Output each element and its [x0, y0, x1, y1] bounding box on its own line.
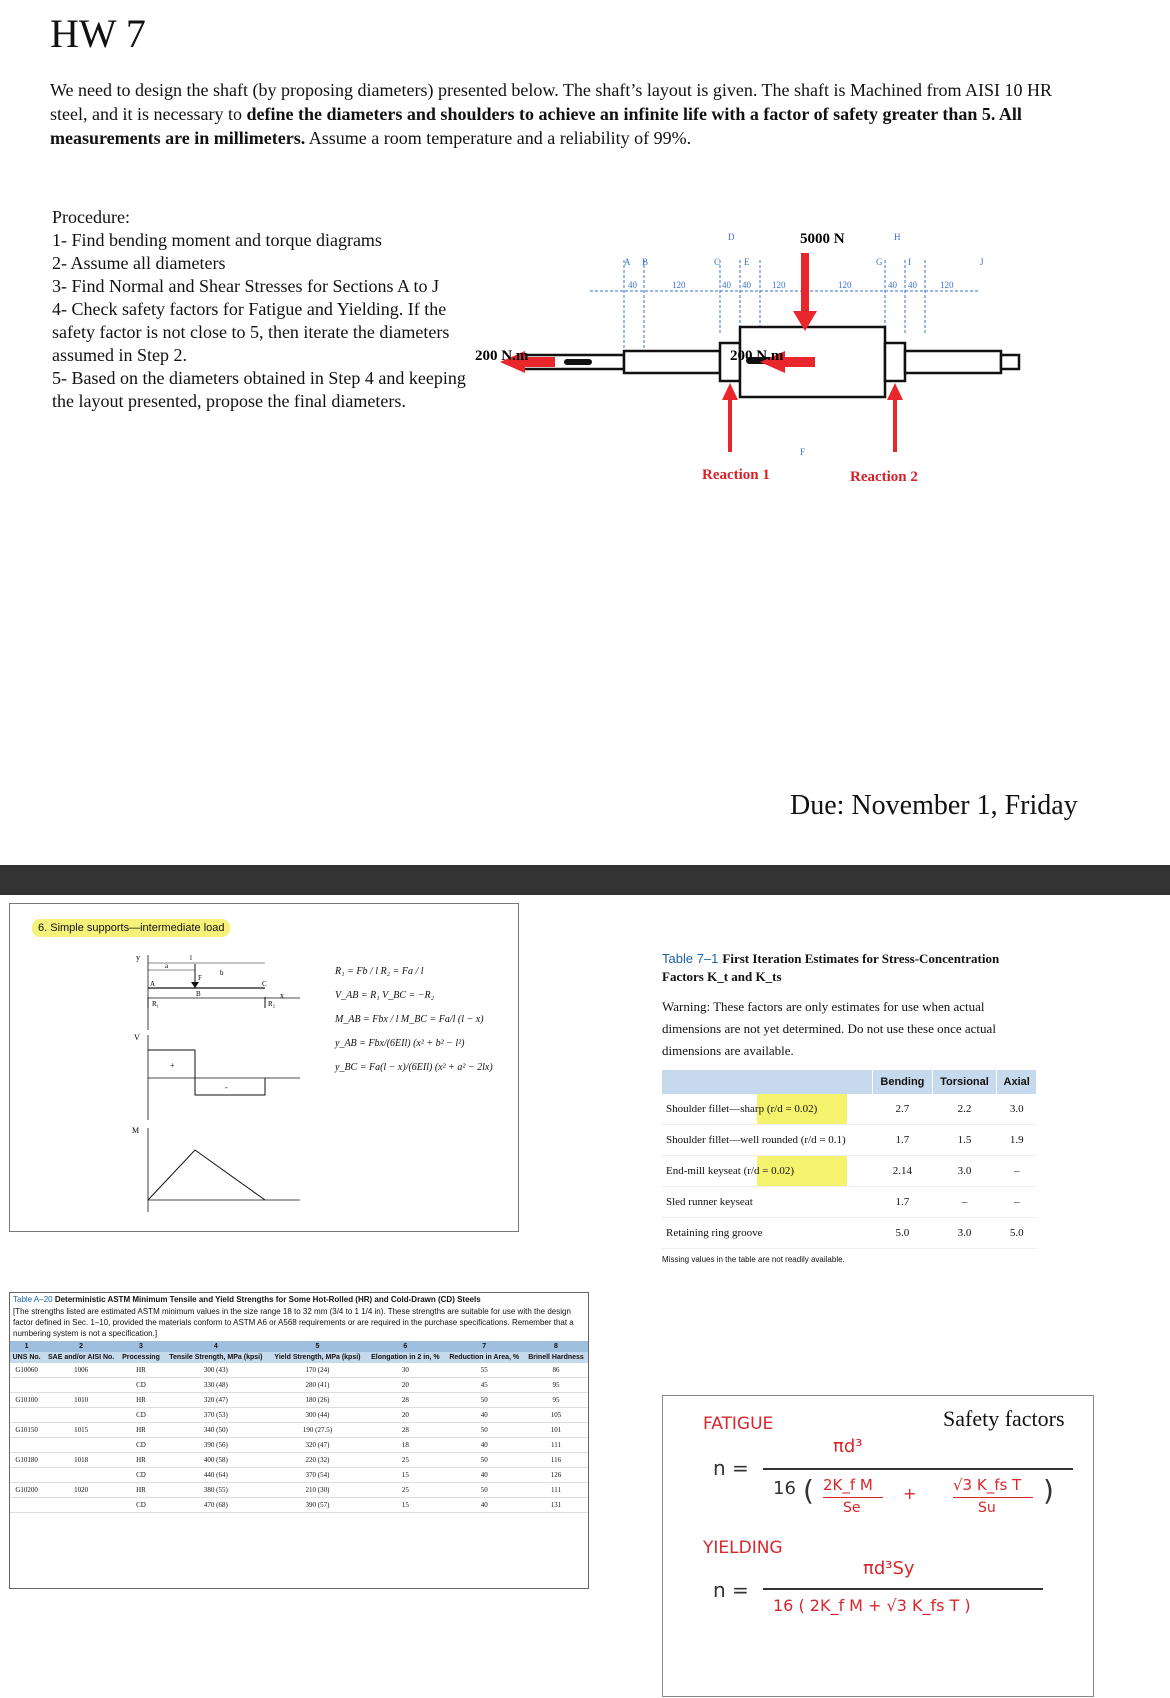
col-num: 3: [119, 1341, 163, 1352]
fatigue-term2: √3 K_fs T: [953, 1476, 1022, 1494]
col-num: 1: [10, 1341, 43, 1352]
table-cell: 1010: [43, 1393, 119, 1408]
table-cell: 18: [366, 1438, 444, 1453]
table-cell: 300 (43): [163, 1363, 269, 1378]
table-header: Elongation in 2 in, %: [366, 1352, 444, 1363]
table-cell: CD: [119, 1378, 163, 1393]
table-header: Tensile Strength, MPa (kpsi): [163, 1352, 269, 1363]
table-header: Brinell Hardness: [524, 1352, 588, 1363]
table-cell: G10100: [10, 1393, 43, 1408]
table-cell: 55: [444, 1363, 524, 1378]
table-cell: 15: [366, 1468, 444, 1483]
table-row: [662, 1094, 1037, 1125]
table-cell: 1006: [43, 1363, 119, 1378]
safety-title: Safety factors: [943, 1406, 1065, 1431]
paren-open: (: [803, 1474, 814, 1507]
table-cell: 1015: [43, 1423, 119, 1438]
formula: V_AB = R₁ V_BC = −R₂: [335, 990, 435, 1001]
table-cell: 126: [524, 1468, 588, 1483]
table-cell: [43, 1468, 119, 1483]
table-cell: –: [997, 1187, 1037, 1218]
table-cell: 3.0: [932, 1156, 997, 1187]
table-a-20-desc: [The strengths listed are estimated ASTM minimum values in the size range 18 to 32 mm (3/4 to 1 1/4 in). These strengths are suitable for use with the design factor defined in Sec. 1–10, provided the materials conform to ASTM A6 or A568 requirements or are required in the purchase specifications. Remember that a numbering system is not a specification.]: [13, 1307, 574, 1338]
table-cell: 25: [366, 1453, 444, 1468]
table-cell: 111: [524, 1438, 588, 1453]
fatigue-label: FATIGUE: [703, 1414, 774, 1434]
table-cell: 370 (54): [269, 1468, 367, 1483]
section-label: J: [980, 257, 984, 267]
table-cell: 320 (47): [163, 1393, 269, 1408]
table-cell: 30: [366, 1363, 444, 1378]
table-cell: G10150: [10, 1423, 43, 1438]
table-cell: 1.9: [997, 1125, 1037, 1156]
table-cell: 400 (58): [163, 1453, 269, 1468]
table-cell: 50: [444, 1483, 524, 1498]
table-header: [662, 1070, 873, 1094]
beam-label: V: [134, 1033, 140, 1042]
reaction2-head: [887, 383, 903, 400]
formula: y_AB = Fbx/(6EIl) (x² + b² − l²): [335, 1038, 465, 1049]
beam-label: -: [225, 1083, 228, 1092]
table-header: Reduction in Area, %: [444, 1352, 524, 1363]
table-row: [662, 1156, 1037, 1187]
table-cell: 180 (26): [269, 1393, 367, 1408]
beam-label: b: [220, 969, 224, 977]
table-cell: G10060: [10, 1363, 43, 1378]
table-cell: 1.7: [873, 1187, 932, 1218]
table-cell: 40: [444, 1468, 524, 1483]
table-cell: CD: [119, 1498, 163, 1513]
table-7-1-label: Table 7–1: [662, 951, 719, 966]
reaction1-label: Reaction 1: [702, 467, 770, 483]
table-cell: 3.0: [997, 1094, 1037, 1125]
intro-paragraph: [50, 78, 1060, 150]
section-label: C: [714, 257, 721, 267]
table-cell: 380 (55): [163, 1483, 269, 1498]
load-label: 5000 N: [800, 231, 845, 247]
divider-bar: [0, 865, 1170, 895]
beam-label: y: [136, 953, 140, 962]
intro-text-3: Assume a room temperature and a reliability of 99%.: [305, 128, 692, 148]
table-cell: 101: [524, 1423, 588, 1438]
term1-bar: [823, 1497, 883, 1498]
table-header: Yield Strength, MPa (kpsi): [269, 1352, 367, 1363]
beam-label: A: [150, 980, 156, 988]
beam-label: M: [132, 1126, 140, 1135]
due-date: Due: November 1, Friday: [790, 790, 1078, 821]
dim-label: 40: [908, 280, 917, 290]
table-row: [10, 1363, 588, 1378]
table-cell: HR: [119, 1453, 163, 1468]
procedure-step: 3- Find Normal and Shear Stresses for Sections A to J: [52, 276, 439, 296]
load-arrow: [801, 253, 809, 313]
fatigue-term1-den: Se: [843, 1500, 861, 1516]
beam-diagrams: [120, 950, 310, 1220]
beam-label: B: [196, 990, 201, 998]
col-num: 7: [444, 1341, 524, 1352]
reaction2-label: Reaction 2: [850, 469, 918, 485]
table-cell: 280 (41): [269, 1378, 367, 1393]
table-cell: CD: [119, 1438, 163, 1453]
keyseat-left: [564, 359, 592, 365]
procedure: [52, 206, 492, 413]
table-7-1: [662, 950, 1037, 1264]
table-cell: 390 (56): [163, 1438, 269, 1453]
table-a-20-caption: Deterministic ASTM Minimum Tensile and Yield Strengths for Some Hot-Rolled (HR) and Cold-Drawn (CD) Steels: [54, 1295, 481, 1304]
table-cell: 86: [524, 1363, 588, 1378]
paren-close: ): [1043, 1474, 1054, 1507]
col-num: 6: [366, 1341, 444, 1352]
table-cell: [10, 1378, 43, 1393]
table-cell: 300 (44): [269, 1408, 367, 1423]
table-cell: 50: [444, 1423, 524, 1438]
table-7-1-warning: Warning: These factors are only estimates for use when actual dimensions are not yet determined. Do not use these once actual dimensions are available.: [662, 999, 996, 1058]
table-cell: 2.7: [873, 1094, 932, 1125]
table-cell: [10, 1408, 43, 1423]
col-num: 8: [524, 1341, 588, 1352]
table-cell: 470 (68): [163, 1498, 269, 1513]
table-cell: 20: [366, 1378, 444, 1393]
table-cell: HR: [119, 1363, 163, 1378]
table-cell: CD: [119, 1468, 163, 1483]
table-cell: [10, 1468, 43, 1483]
table-header: Bending: [873, 1070, 932, 1094]
table-cell: [43, 1408, 119, 1423]
table-cell: 40: [444, 1498, 524, 1513]
procedure-heading: Procedure:: [52, 207, 130, 227]
fatigue-denominator-16: 16: [773, 1478, 796, 1499]
page-title: HW 7: [50, 11, 146, 56]
table-cell: –: [932, 1187, 997, 1218]
table-header: SAE and/or AISI No.: [43, 1352, 119, 1363]
intro-text-1: We need to design the shaft (by proposing diameters) presented below. The shaft’s layout is given. The shaft is Machined from AISI 10 HR steel, and it is necessary to: [50, 80, 1053, 124]
table-cell: Shoulder fillet—sharp (r/d = 0.02): [662, 1094, 873, 1125]
table-row: [10, 1408, 588, 1423]
torque-left-label: 200 N.m: [475, 348, 529, 364]
table-cell: 1.7: [873, 1125, 932, 1156]
dim-label: 120: [772, 280, 786, 290]
table-cell: 330 (48): [163, 1378, 269, 1393]
table-7-1-note: Missing values in the table are not readily available.: [662, 1255, 845, 1264]
procedure-step: 1- Find bending moment and torque diagrams: [52, 230, 382, 250]
table-7-1-caption: First Iteration Estimates for Stress-Concentration Factors K_t and K_ts: [662, 951, 1000, 984]
table-header: UNS No.: [10, 1352, 43, 1363]
table-cell: 20: [366, 1408, 444, 1423]
fatigue-plus: +: [903, 1484, 917, 1503]
table-a-20-label: Table A–20: [13, 1295, 53, 1304]
col-num: 2: [43, 1341, 119, 1352]
table-cell: 1020: [43, 1483, 119, 1498]
table-row: [10, 1483, 588, 1498]
table-a-20-grid: [10, 1341, 588, 1513]
beam-label: F: [198, 974, 202, 982]
table-cell: 340 (50): [163, 1423, 269, 1438]
intro-text-bold: define the diameters and shoulders to achieve an infinite life with a factor of safety greater than 5. All measurements are in millimeters.: [50, 104, 1022, 148]
table-cell: 2.2: [932, 1094, 997, 1125]
table-row: [10, 1453, 588, 1468]
table-cell: [10, 1438, 43, 1453]
reaction1-arrow: [728, 397, 732, 452]
fatigue-numerator: πd³: [833, 1436, 863, 1457]
reaction2-arrow: [893, 397, 897, 452]
dim-label: 120: [838, 280, 852, 290]
table-cell: 220 (32): [269, 1453, 367, 1468]
term2-bar: [953, 1497, 1033, 1498]
section-label: G: [876, 257, 883, 267]
table-cell: 370 (53): [163, 1408, 269, 1423]
dim-label: 40: [628, 280, 637, 290]
table-cell: 390 (57): [269, 1498, 367, 1513]
table-cell: 131: [524, 1498, 588, 1513]
formula: R₁ = Fb / l R₂ = Fa / l: [335, 966, 424, 977]
shaft-diagram: [475, 225, 1040, 495]
table-cell: 95: [524, 1393, 588, 1408]
table-row: [662, 1218, 1037, 1249]
table-cell: CD: [119, 1408, 163, 1423]
procedure-step: 2- Assume all diameters: [52, 253, 226, 273]
table-cell: HR: [119, 1483, 163, 1498]
table-row: [662, 1125, 1037, 1156]
table-cell: HR: [119, 1393, 163, 1408]
n-label-yield: n =: [713, 1578, 749, 1602]
table-row: [10, 1378, 588, 1393]
table-cell: 50: [444, 1393, 524, 1408]
table-cell: 50: [444, 1453, 524, 1468]
table-cell: HR: [119, 1423, 163, 1438]
table-cell: Shoulder fillet—well rounded (r/d = 0.1): [662, 1125, 873, 1156]
section-label: I: [908, 257, 911, 267]
table-cell: 95: [524, 1378, 588, 1393]
fatigue-term1: 2K_f M: [823, 1476, 873, 1494]
dim-label: 40: [888, 280, 897, 290]
table-cell: 1.5: [932, 1125, 997, 1156]
table-cell: [10, 1498, 43, 1513]
table-cell: 5.0: [873, 1218, 932, 1249]
reaction1-head: [722, 383, 738, 400]
procedure-step: 5- Based on the diameters obtained in Step 4 and keeping the layout presented, propose the final diameters.: [52, 368, 466, 411]
beam-formulas: [335, 960, 493, 1080]
table-cell: 210 (30): [269, 1483, 367, 1498]
table-a-20: [9, 1292, 589, 1589]
section-label: B: [642, 257, 649, 267]
table-cell: 25: [366, 1483, 444, 1498]
yield-denominator: 16 ( 2K_f M + √3 K_fs T ): [773, 1596, 971, 1615]
table-cell: G10200: [10, 1483, 43, 1498]
table-cell: 40: [444, 1438, 524, 1453]
table-header: Axial: [997, 1070, 1037, 1094]
table-cell: End-mill keyseat (r/d = 0.02): [662, 1156, 873, 1187]
table-row: [10, 1423, 588, 1438]
table-header: Processing: [119, 1352, 163, 1363]
yielding-label: YIELDING: [703, 1538, 783, 1558]
beam-label: R₂: [268, 1000, 276, 1008]
table-cell: [43, 1438, 119, 1453]
table-cell: 15: [366, 1498, 444, 1513]
table-row: [662, 1187, 1037, 1218]
table-cell: [43, 1498, 119, 1513]
dim-label: 40: [742, 280, 751, 290]
table-cell: 116: [524, 1453, 588, 1468]
beam-label: a: [165, 962, 169, 970]
beam-label: x: [280, 991, 284, 1000]
yield-numerator: πd³Sy: [863, 1558, 915, 1579]
section-label: A: [624, 257, 631, 267]
table-cell: 2.14: [873, 1156, 932, 1187]
table-row: [10, 1438, 588, 1453]
table-cell: 1018: [43, 1453, 119, 1468]
table-cell: 45: [444, 1378, 524, 1393]
dim-label: 120: [940, 280, 954, 290]
beam-label: R₁: [152, 1000, 160, 1008]
formula: M_AB = Fbx / l M_BC = Fa/l (l − x): [335, 1014, 484, 1025]
table-cell: 111: [524, 1483, 588, 1498]
table-header: Torsional: [932, 1070, 997, 1094]
col-num: 5: [269, 1341, 367, 1352]
fatigue-term2-den: Su: [978, 1500, 996, 1516]
table-row: [10, 1468, 588, 1483]
table-cell: 40: [444, 1408, 524, 1423]
table-row: [10, 1393, 588, 1408]
section-label: D: [728, 232, 735, 242]
yield-fraction-bar: [763, 1588, 1043, 1590]
beam-label: l: [190, 954, 192, 962]
section-label: F: [800, 447, 806, 457]
table-cell: 190 (27.5): [269, 1423, 367, 1438]
table-cell: [43, 1378, 119, 1393]
beam-label: +: [170, 1061, 175, 1070]
table-cell: –: [997, 1156, 1037, 1187]
col-num: 4: [163, 1341, 269, 1352]
table-cell: G10180: [10, 1453, 43, 1468]
dim-label: 120: [672, 280, 686, 290]
table-7-1-grid: [662, 1070, 1037, 1249]
table-cell: 28: [366, 1393, 444, 1408]
table-cell: 28: [366, 1423, 444, 1438]
table-row: [10, 1498, 588, 1513]
dim-label: 40: [722, 280, 731, 290]
procedure-step: 4- Check safety factors for Fatigue and Yielding. If the safety factor is not close to 5, then iterate the diameters assumed in Step 2.: [52, 299, 450, 365]
table-cell: 5.0: [997, 1218, 1037, 1249]
table-cell: 440 (64): [163, 1468, 269, 1483]
table-cell: 3.0: [932, 1218, 997, 1249]
table-cell: 170 (24): [269, 1363, 367, 1378]
torque-right-label: 200 N.m: [730, 348, 784, 364]
table-cell: Sled runner keyseat: [662, 1187, 873, 1218]
beam-case-title: 6. Simple supports—intermediate load: [32, 919, 230, 937]
section-label: E: [744, 257, 750, 267]
beam-label: C: [262, 980, 267, 988]
n-label: n =: [713, 1456, 749, 1480]
table-cell: 320 (47): [269, 1438, 367, 1453]
fraction-bar: [763, 1468, 1073, 1470]
section-label: H: [894, 232, 901, 242]
table-cell: Retaining ring groove: [662, 1218, 873, 1249]
safety-factors-panel: [662, 1395, 1094, 1697]
formula: y_BC = Fa(l − x)/(6EIl) (x² + a² − 2lx): [335, 1062, 493, 1073]
table-cell: 105: [524, 1408, 588, 1423]
